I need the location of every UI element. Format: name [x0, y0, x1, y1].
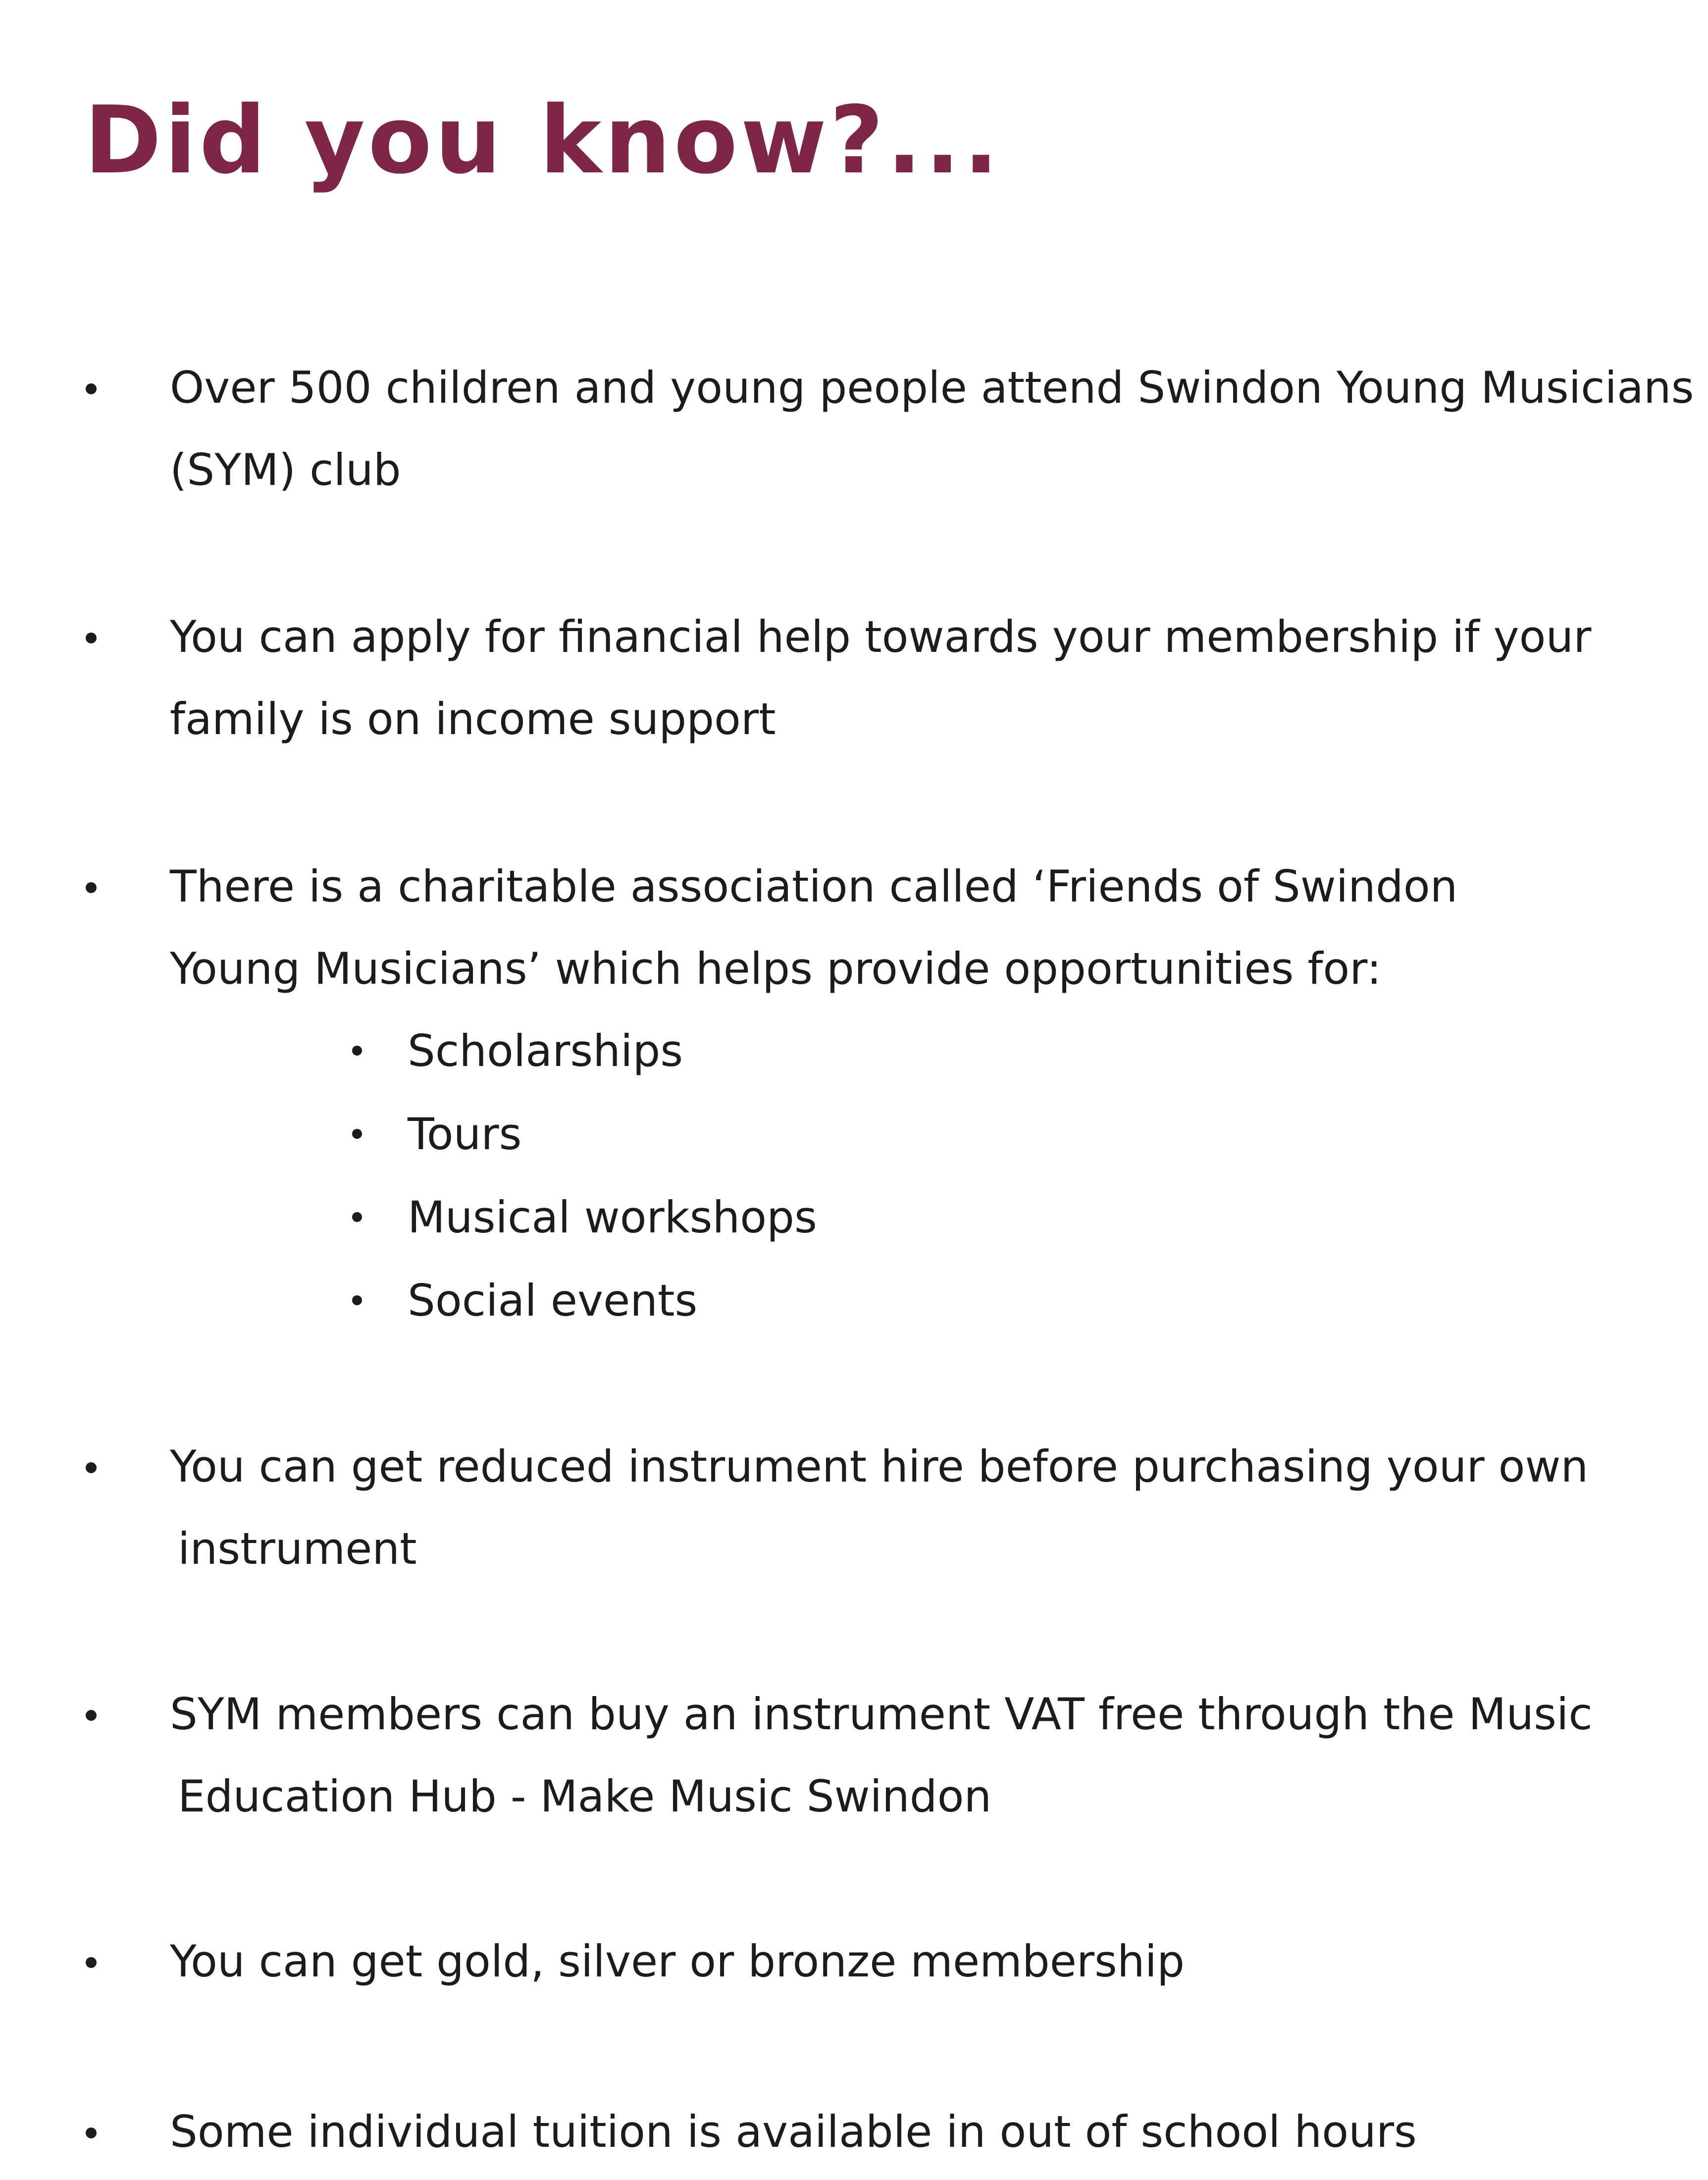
fact-line: Young Musicians’ which helps provide opportunities for: — [170, 943, 1382, 994]
bullet-icon — [86, 1957, 97, 1968]
bullet-icon — [86, 383, 97, 394]
fact-line: You can get gold, silver or bronze membership — [170, 1936, 1185, 1987]
sub-list-item — [408, 1176, 817, 1260]
fact-line: Education Hub - Make Music Swindon — [178, 1771, 992, 1822]
sub-item-label: Scholarships — [408, 1025, 683, 1076]
sub-item-label: Musical workshops — [408, 1192, 817, 1243]
sub-list-item — [408, 1093, 817, 1176]
list-item — [170, 2091, 1656, 2173]
list-item — [170, 1426, 1656, 1590]
fact-line: (SYM) club — [170, 444, 401, 495]
fact-line: Over 500 children and young people attend Swindon Young Musicians — [170, 362, 1694, 413]
fact-line: SYM members can buy an instrument VAT free through the Music — [170, 1689, 1593, 1740]
bullet-icon — [352, 1129, 362, 1139]
fact-line: Some individual tuition is available in out of school hours — [170, 2106, 1417, 2157]
list-item — [170, 1673, 1656, 1838]
sub-item-label: Social events — [408, 1275, 698, 1326]
page-title: Did you know?... — [84, 86, 1002, 195]
bullet-icon — [86, 1462, 97, 1473]
bullet-icon — [86, 882, 97, 893]
opportunities-list — [408, 1010, 817, 1343]
list-item — [170, 596, 1656, 760]
fact-line: There is a charitable association called ‘Friends of Swindon — [170, 861, 1458, 912]
bullet-icon — [352, 1295, 362, 1305]
list-item — [170, 846, 1656, 1326]
sub-item-label: Tours — [408, 1109, 522, 1160]
bullet-icon — [352, 1046, 362, 1056]
sub-list-item — [408, 1260, 817, 1343]
fact-line: instrument — [178, 1523, 417, 1574]
bullet-icon — [352, 1212, 362, 1222]
bullet-icon — [86, 2127, 97, 2138]
bullet-icon — [86, 633, 97, 643]
fact-line: You can get reduced instrument hire before purchasing your own — [170, 1441, 1589, 1492]
bullet-icon — [86, 1710, 97, 1721]
fact-line: You can apply for financial help towards your membership if your — [170, 611, 1592, 662]
list-item — [170, 347, 1694, 511]
list-item — [170, 1920, 1656, 2003]
sub-list-item — [408, 1010, 817, 1093]
fact-line: family is on income support — [170, 693, 776, 744]
